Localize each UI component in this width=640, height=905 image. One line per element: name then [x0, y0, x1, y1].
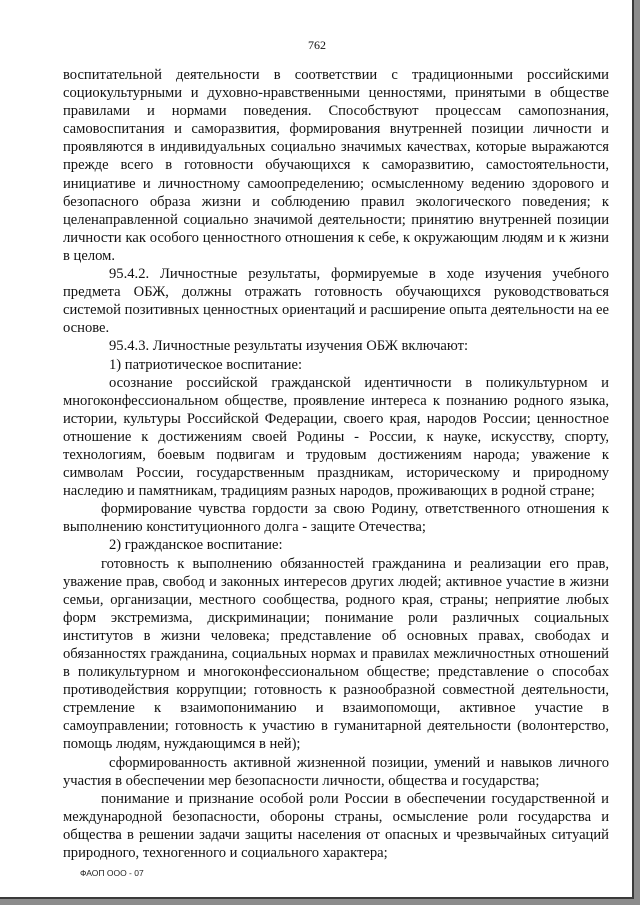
- paragraph-continuation: воспитательной деятельности в соответствии с традиционными российскими социокультурными и духовно-нравственными ценностями, принятыми в обществе правилами и нормами поведения. Способствуют процессам самопознания, самовоспитания и саморазвития, формирования внутренней позиции личности и проявляются в индивидуальных социально значимых качествах, которые выражаются прежде всего в готовности обучающихся к саморазвитию, самостоятельности, инициативе и личностному самоопределению; осмысленному ведению здорового и безопасного образа жизни и соблюдению правил экологического поведения; к целенаправленной социально значимой деятельности; принятию внутренней позиции личности как особого ценностного отношения к себе, к окружающим людям и к жизни в целом.: [63, 67, 609, 264]
- heading-patriotic-education: 1) патриотическое воспитание:: [109, 356, 303, 373]
- paragraph-active-position: сформированность активной жизненной позиции, умений и навыков личного участия в обеспечении мер безопасности личности, общества и государства;: [63, 754, 609, 789]
- document-body: [63, 66, 609, 862]
- footer-doc-code: ФАОП ООО - 07: [80, 868, 144, 878]
- paragraph-95-4-3: 95.4.3. Личностные результаты изучения ОБЖ включают:: [109, 338, 469, 355]
- paragraph-pride: формирование чувства гордости за свою Родину, ответственного отношения к выполнению конституционного долга - защите Отечества;: [63, 501, 609, 536]
- paragraph-identity: осознание российской гражданской идентичности в поликультурном и многоконфессиональном обществе, проявление интереса к познанию родного языка, истории, культуры Российской Федерации, своего края, народов России; ценностное отношение к достижениям своей Родины - России, к науке, искусству, спорту, технологиям, боевым подвигам и трудовым достижениям народа; уважение к символам России, государственным праздникам, историческому и природному наследию и памятникам, традициям разных народов, проживающих в родной стране;: [63, 374, 609, 500]
- paragraph-95-4-2: 95.4.2. Личностные результаты, формируемые в ходе изучения учебного предмета ОБЖ, должны отражать готовность обучающихся руководствоваться системой позитивных ценностных ориентаций и расширение опыта деятельности на ее основе.: [63, 266, 609, 337]
- paragraph-russia-role: понимание и признание особой роли России в обеспечении государственной и международной безопасности, обороны страны, осмысление роли государства и общества в решении задачи защиты населения от опасных и чрезвычайных ситуаций природного, техногенного и социального характера;: [63, 790, 609, 862]
- heading-civic-education: 2) гражданское воспитание:: [109, 537, 283, 554]
- page-number: 762: [308, 38, 326, 52]
- paragraph-civic-readiness: готовность к выполнению обязанностей гражданина и реализации его прав, уважение прав, свобод и законных интересов других людей; активное участие в жизни семьи, организации, местного сообщества, родного края, страны; неприятие любых форм экстремизма, дискриминации; понимание роли различных социальных институтов в жизни человека; представление об основных правах, свободах и обязанностях гражданина, социальных нормах и правилах межличностных отношений в поликультурном и многоконфессиональном обществе; представление о способах противодействия коррупции; готовность к разнообразной совместной деятельности, стремление к взаимопониманию и взаимопомощи, активное участие в самоуправлении; готовность к участию в гуманитарной деятельности (волонтерство, помощь людям, нуждающимся в ней);: [63, 555, 609, 753]
